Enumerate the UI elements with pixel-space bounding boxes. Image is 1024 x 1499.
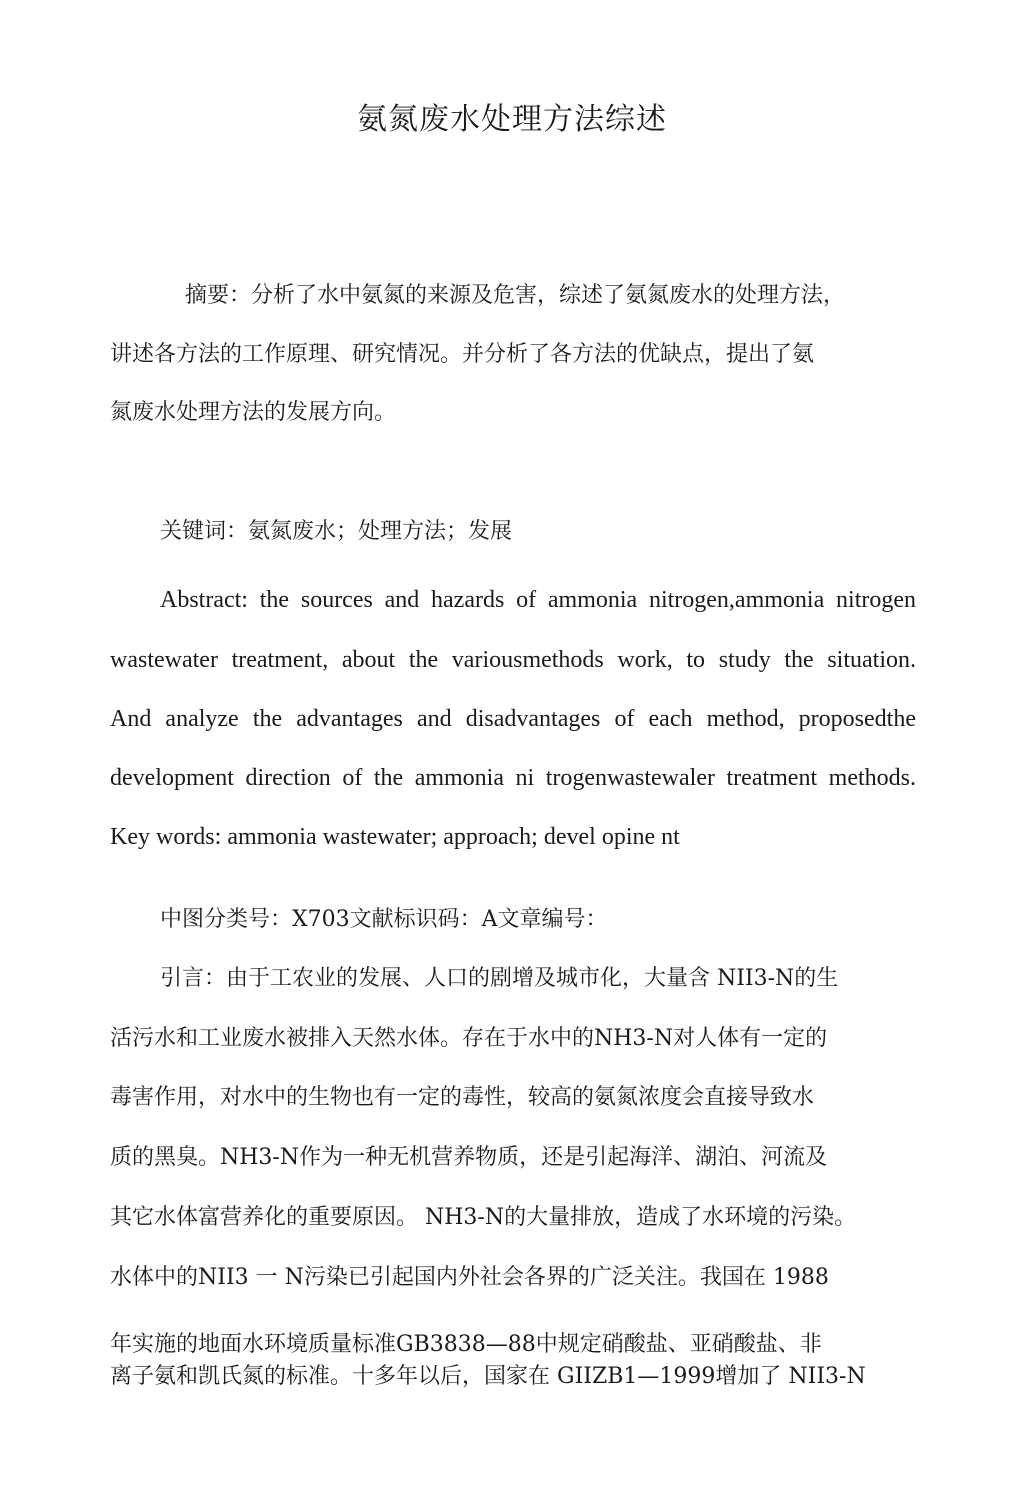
intro-line: 质的黑臭。NH3-N作为一种无机营养物质，还是引起海洋、湖泊、河流及 xyxy=(110,1145,828,1170)
abstract-en-line: development direction of the ammonia ni trogenwastewaler treatment methods. xyxy=(110,765,916,791)
document-title: 氨氮废水处理方法综述 xyxy=(357,102,667,137)
intro-line: 离子氨和凯氏氮的标准。十多年以后，国家在 GIIZB1—1999增加了 NII3-N xyxy=(110,1364,866,1389)
intro-line: 水体中的NII3 一 N污染已引起国内外社会各界的广泛关注。我国在 1988 xyxy=(110,1265,829,1290)
classification-info: 中图分类号：X703文献标识码：A文章编号： xyxy=(160,907,608,932)
intro-line: 毒害作用，对水中的生物也有一定的毒性，较高的氨氮浓度会直接导致水 xyxy=(110,1085,815,1110)
abstract-en-line: And analyze the advantages and disadvantages of each method, proposedthe xyxy=(110,706,916,732)
keywords-en: Key words: ammonia wastewater; approach; devel opine nt xyxy=(110,824,680,850)
abstract-cn-line: 摘要：分析了水中氨氮的来源及危害，综述了氨氮废水的处理方法， xyxy=(185,283,846,308)
keywords-cn: 关键词：氨氮废水；处理方法；发展 xyxy=(160,519,513,544)
intro-line: 其它水体富营养化的重要原因。 NH3-N的大量排放，造成了水环境的污染。 xyxy=(110,1205,857,1230)
abstract-en-line: Abstract: the sources and hazards of ammonia nitrogen,ammonia nitrogen xyxy=(160,587,916,613)
abstract-cn-line: 讲述各方法的工作原理、研究情况。并分析了各方法的优缺点，提出了氨 xyxy=(110,342,815,367)
intro-line: 年实施的地面水环境质量标准GB3838—88中规定硝酸盐、亚硝酸盐、非 xyxy=(110,1332,822,1357)
abstract-en-line: wastewater treatment, about the variousmethods work, to study the situation. xyxy=(110,647,916,673)
intro-line: 活污水和工业废水被排入天然水体。存在于水中的NH3-N对人体有一定的 xyxy=(110,1026,828,1051)
abstract-cn-line: 氮废水处理方法的发展方向。 xyxy=(110,400,397,425)
intro-line: 引言：由于工农业的发展、人口的剧增及城市化，大量含 NII3-N的生 xyxy=(160,966,839,991)
